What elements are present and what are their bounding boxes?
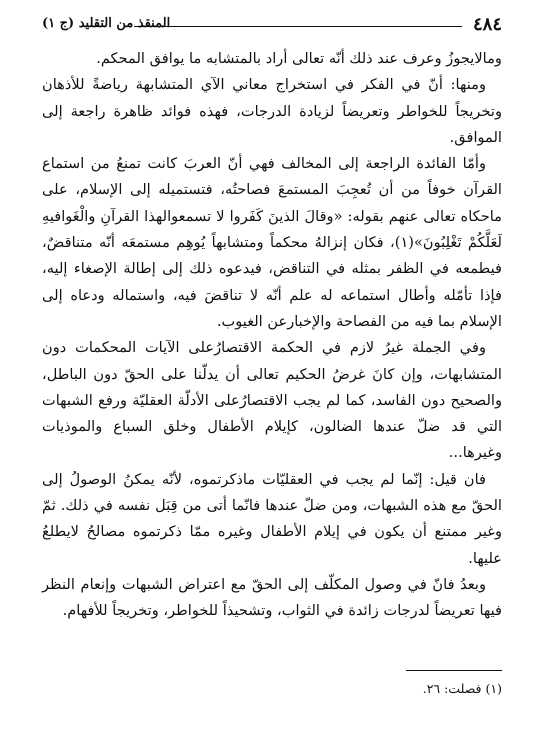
header-rule [134, 26, 462, 27]
paragraph-wisdom: وفي الجملة غيرُ لازم في الحكمة الاقتصارُعلى الآيات المحكمات دون المتشابهات، وإن كانَ غرضُ الحكيم تعالى أن يدلّنا على الحقّ دون الباطل، والصحيح دون الفاسد، كما لم يجب الاقتصارُعلى الأدلّة العقليّة ورفع الشبهات التي قد ضلّ عندها الضالون، كإيلام الأطفال وخلق السباع والموذيات وغيرها... [42, 339, 502, 462]
page-number: ٤٨٤ [472, 14, 502, 35]
running-title: المنقذ من التقليد (ج ١) [42, 16, 171, 31]
paragraph-continuation: ومالايجوزُ وعرف عند ذلك أنّه تعالى أراد بالمتشابه ما يوافق المحكم. [96, 50, 502, 67]
page-header [42, 14, 502, 40]
paragraph-exercise-benefit: ومنها: أنّ في الفكر في استخراج معاني الآي المتشابهة رياضةً للأذهان وتخريجاً للخواطر وتعريضاً لزيادة الدرجات، فهذه فوائد ظاهرة راجعة إلى الموافق. [42, 76, 502, 146]
paragraph-objection: فان قيل: إنّما لم يجب في العقليّات ماذكرتموه، لأنّه يمكنُ الوصولُ إلى الحقّ مع هذه الشبهات، ومن ضلّ عندها فانّما أتى من قِبَل نفسه في ذلك. ثمّ وغير ممتنع أن يكون في إيلام الأطفال وغيره ممّا ذكرتموه مصالحُ لايطلعُ عليها. [42, 470, 502, 567]
footnote: (١) فصلت: ٢٦. [422, 681, 502, 696]
paragraph-reward: وبعدُ فانّ في وصول المكلّف إلى الحقّ مع اعتراض الشبهات وإنعام النظر فيها تعريضاً لدرجات زائدة في الثواب، وتشحيذاً للخواطر، وتخريجاً للأفهام. [42, 575, 502, 620]
page-body [42, 46, 502, 625]
footnote-rule [406, 670, 502, 671]
paragraph-opponent-benefit: وأمّا الفائدة الراجعة إلى المخالف فهي أنّ العربَ كانت تمنعُ من استماع القرآن خوفاً من أن تُعجِبَ المستمعَ فصاحتُه، فتستميله إلى الإسلام، على ماحكاه تعالى عنهم بقوله: «وقالَ الذينَ كَفَروا لا تسمعوالهذا القرآنِ والْغَوافيهِ لَعَلَّكُمْ تَغْلِبُونَ»(١)، فكان إنزالهُ محكماً ومتشابهاً يُوهِم مستمعَه أنّه متناقضٌ، فيطمعه في الظفر بمثله في التناقض، فيدعوه ذلك إلى إطالة الإصغاء إليه، فإذا تأمّله وأطال استماعه له علم أنّه لا تناقضَ فيه، واستماله ودعاه إلى الإسلام بما فيه من الفصاحة والإخبارعن الغيوب. [42, 155, 502, 330]
